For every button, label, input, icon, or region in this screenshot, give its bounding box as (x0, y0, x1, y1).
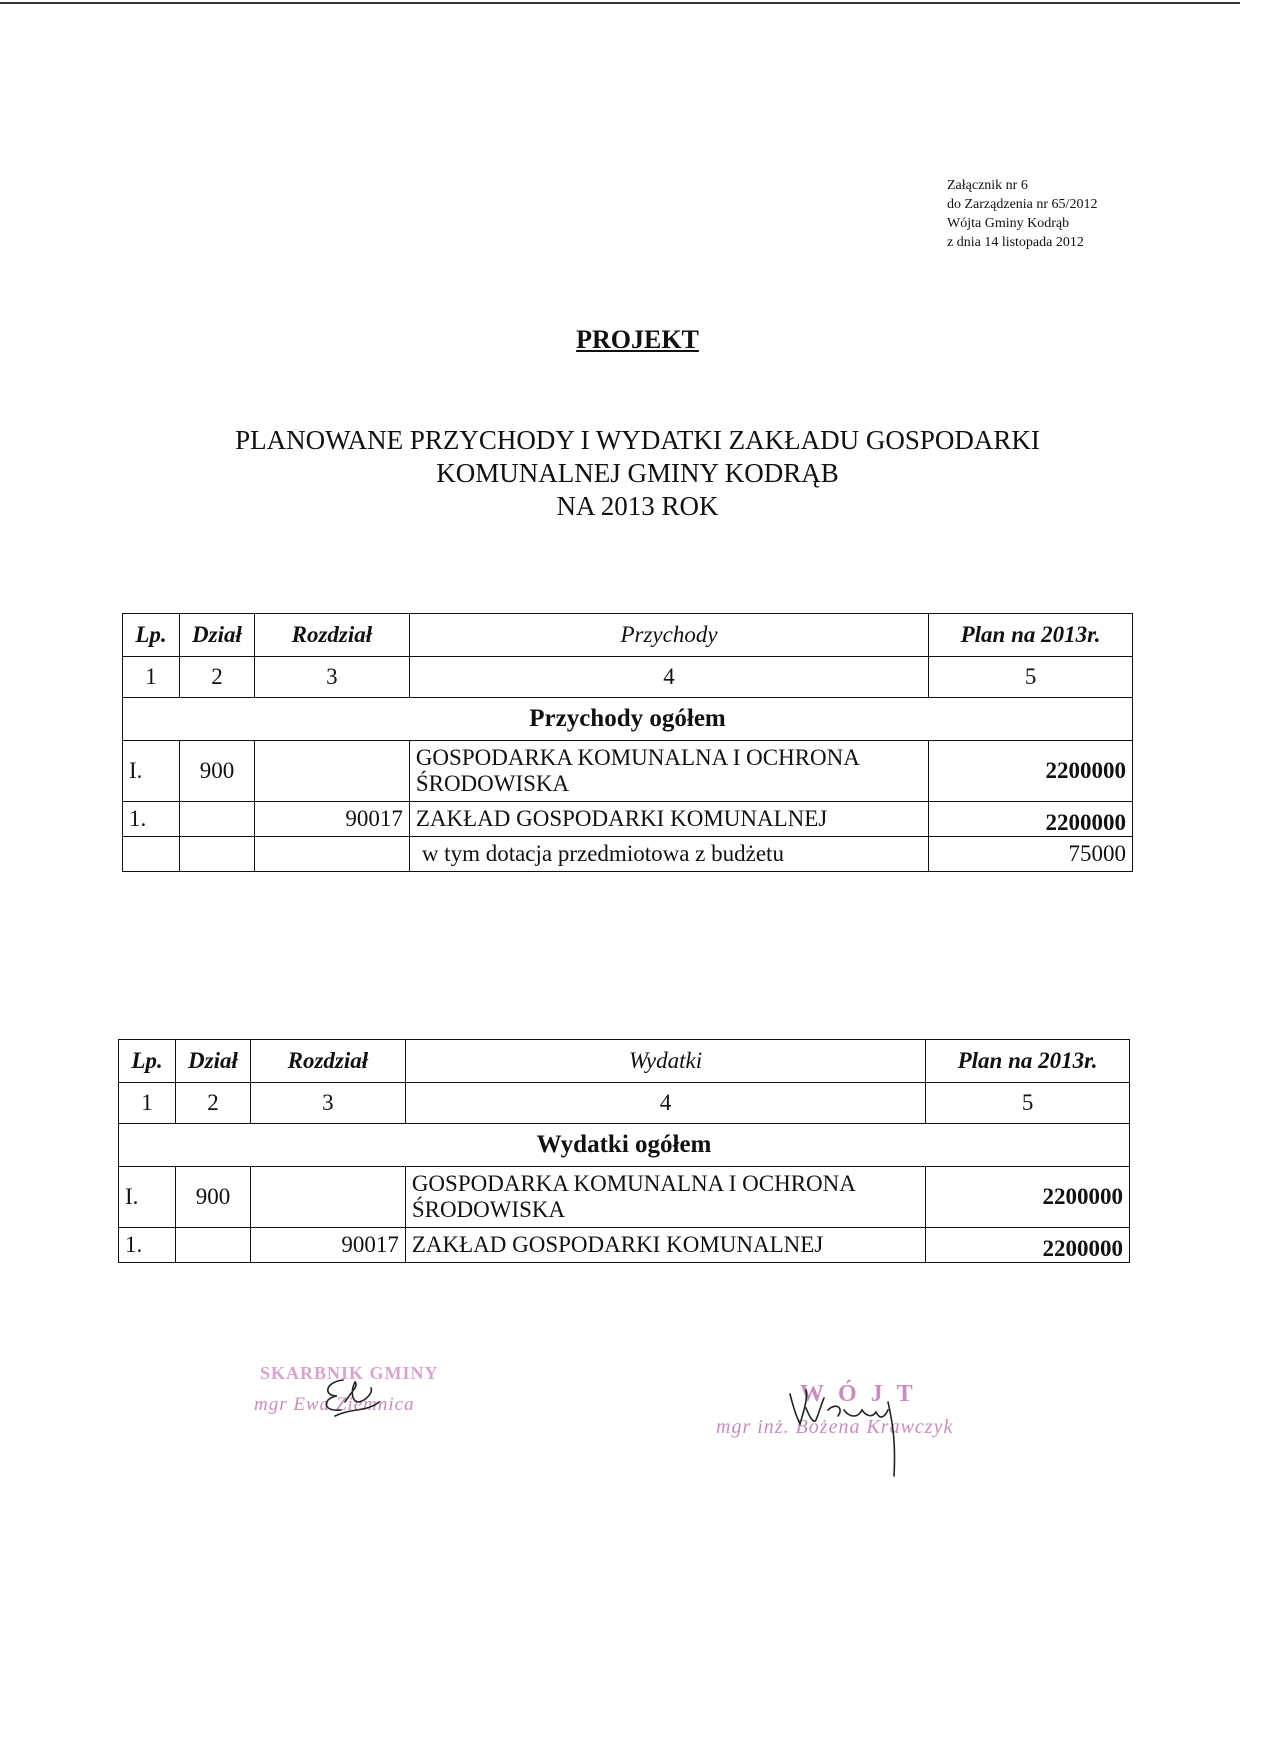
table-header-row (123, 614, 1133, 657)
header-wydatki: Wydatki (405, 1040, 925, 1083)
column-number: 5 (929, 657, 1133, 698)
mayor-stamp-title: WÓJT (800, 1381, 927, 1407)
header-lp: Lp. (119, 1040, 176, 1083)
column-number: 4 (409, 657, 928, 698)
title-line: KOMUNALNEJ GMINY KODRĄB (436, 458, 839, 488)
table-row (123, 837, 1133, 872)
cell-lp: 1. (119, 1228, 176, 1263)
cell-rozdzial: 90017 (254, 802, 409, 837)
cell-dzial: 900 (179, 741, 254, 802)
header-plan: Plan na 2013r. (926, 1040, 1130, 1083)
cell-lp: I. (119, 1167, 176, 1228)
header-dzial: Dział (175, 1040, 250, 1083)
cell-rozdzial (254, 741, 409, 802)
header-przychody: Przychody (409, 614, 928, 657)
attachment-note-line: z dnia 14 listopada 2012 (947, 235, 1084, 250)
cell-plan: 75000 (929, 837, 1133, 872)
table-header-row (119, 1040, 1130, 1083)
header-plan: Plan na 2013r. (929, 614, 1133, 657)
projekt-heading (0, 325, 1275, 355)
title-line: PLANOWANE PRZYCHODY I WYDATKI ZAKŁADU GOSPODARKI (235, 425, 1040, 455)
cell-lp: I. (123, 741, 180, 802)
treasurer-stamp-name: mgr Ewa Ziemnica (254, 1394, 415, 1415)
column-number: 3 (254, 657, 409, 698)
cell-dzial: 900 (175, 1167, 250, 1228)
projekt-label: PROJEKT (576, 325, 699, 354)
column-number: 5 (926, 1083, 1130, 1124)
header-rozdzial: Rozdział (254, 614, 409, 657)
column-number: 3 (250, 1083, 405, 1124)
header-rozdzial: Rozdział (250, 1040, 405, 1083)
mayor-signature (784, 1380, 924, 1480)
table-row (123, 741, 1133, 802)
cell-rozdzial (254, 837, 409, 872)
section-title: Przychody ogółem (123, 698, 1133, 741)
cell-name: GOSPODARKA KOMUNALNA I OCHRONA ŚRODOWISKA (409, 741, 928, 802)
attachment-note-line: Wójta Gminy Kodrąb (947, 216, 1070, 231)
title-line: NA 2013 ROK (556, 491, 719, 521)
cell-name: ZAKŁAD GOSPODARKI KOMUNALNEJ (405, 1228, 925, 1263)
cell-plan: 2200000 (929, 802, 1133, 837)
column-number: 2 (179, 657, 254, 698)
cell-dzial (175, 1228, 250, 1263)
header-dzial: Dział (179, 614, 254, 657)
top-rule (0, 2, 1240, 4)
section-row (123, 698, 1133, 741)
document-title (0, 424, 1275, 523)
column-number-row (123, 657, 1133, 698)
cell-rozdzial: 90017 (250, 1228, 405, 1263)
cell-rozdzial (250, 1167, 405, 1228)
cell-plan: 2200000 (929, 741, 1133, 802)
cell-dzial (179, 837, 254, 872)
treasurer-signature (315, 1372, 395, 1422)
cell-lp (123, 837, 180, 872)
cell-plan: 2200000 (926, 1228, 1130, 1263)
column-number: 1 (123, 657, 180, 698)
mayor-stamp-name: mgr inż. Bożena Krawczyk (716, 1416, 954, 1438)
cell-lp: 1. (123, 802, 180, 837)
column-number: 4 (405, 1083, 925, 1124)
cell-name: ZAKŁAD GOSPODARKI KOMUNALNEJ (409, 802, 928, 837)
table-row (123, 802, 1133, 837)
income-table (122, 613, 1133, 872)
section-row (119, 1124, 1130, 1167)
attachment-note-line: do Zarządzenia nr 65/2012 (947, 197, 1098, 212)
table-row (119, 1228, 1130, 1263)
cell-dzial (179, 802, 254, 837)
cell-name: GOSPODARKA KOMUNALNA I OCHRONA ŚRODOWISKA (405, 1167, 925, 1228)
treasurer-stamp-title: SKARBNIK GMINY (260, 1363, 439, 1383)
expense-table (118, 1039, 1130, 1263)
attachment-note (947, 176, 1097, 252)
section-title: Wydatki ogółem (119, 1124, 1130, 1167)
cell-plan: 2200000 (926, 1167, 1130, 1228)
cell-name: w tym dotacja przedmiotowa z budżetu (409, 837, 928, 872)
table-row (119, 1167, 1130, 1228)
column-number-row (119, 1083, 1130, 1124)
attachment-note-line: Załącznik nr 6 (947, 178, 1028, 193)
header-lp: Lp. (123, 614, 180, 657)
column-number: 2 (175, 1083, 250, 1124)
column-number: 1 (119, 1083, 176, 1124)
